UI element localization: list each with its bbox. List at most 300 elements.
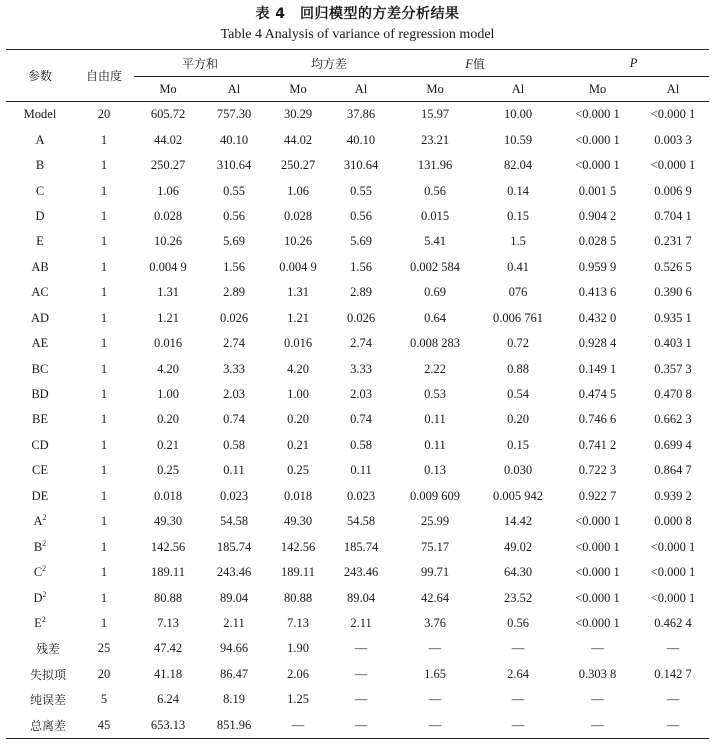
cell-f-mo: 131.96 (417, 158, 453, 173)
cell-p-mo: <0.000 1 (575, 158, 620, 173)
cell-p-al: 0.006 9 (654, 183, 692, 198)
header-ms-mo: Mo (266, 77, 330, 102)
table-row (6, 255, 709, 280)
cell-ms-al: 0.74 (350, 412, 372, 427)
cell-p-mo: <0.000 1 (575, 590, 620, 605)
cell-ms-mo: 250.27 (280, 158, 316, 173)
cell-p-mo: 0.922 7 (578, 488, 617, 503)
cell-ms-mo: 30.29 (283, 107, 313, 122)
table-row (6, 356, 709, 381)
cell-ss-al: 3.33 (223, 361, 245, 376)
cell-f-al: 0.030 (503, 463, 533, 478)
cell-p-al: 0.704 1 (654, 208, 692, 223)
cell-p-mo: 0.474 5 (578, 387, 617, 402)
cell-f-mo: 99.71 (420, 565, 450, 580)
cell-source (6, 280, 74, 305)
cell-p-mo: <0.000 1 (575, 615, 620, 630)
table-row (6, 484, 709, 509)
table-row (6, 509, 709, 534)
header-f-mo: Mo (392, 77, 478, 102)
table-row (6, 331, 709, 356)
cell-ms-mo: 1.21 (287, 310, 309, 325)
cell-ss-al: 8.19 (223, 692, 245, 707)
cell-f-mo: — (428, 641, 442, 656)
cell-df: 1 (100, 514, 108, 529)
cell-ss-mo: 189.11 (151, 565, 185, 580)
source-superscript: 2 (42, 538, 47, 548)
source-label: BC (31, 361, 49, 376)
source-label: C (35, 183, 45, 198)
cell-ss-al: 1.56 (223, 259, 245, 274)
cell-f-al: 10.00 (503, 107, 533, 122)
cell-ms-al: 243.46 (343, 565, 379, 580)
cell-ms-mo: 1.31 (287, 285, 309, 300)
cell-ms-al: 5.69 (350, 234, 372, 249)
source-label: DE (31, 488, 49, 503)
cell-f-mo: — (428, 717, 442, 732)
cell-ms-al: — (354, 692, 368, 707)
cell-source (6, 153, 74, 178)
cell-ss-al: 2.74 (223, 336, 245, 351)
cell-p-mo: — (591, 692, 604, 707)
cell-f-al: 0.54 (507, 387, 529, 402)
header-sum-of-squares: 平方和 (134, 50, 266, 77)
cell-ss-al: 0.55 (223, 183, 245, 198)
cell-p-mo: — (591, 717, 604, 732)
cell-ms-al: 2.74 (350, 336, 372, 351)
cell-source (6, 509, 74, 534)
cell-f-al: 14.42 (503, 514, 533, 529)
cell-ms-mo: 0.018 (283, 488, 313, 503)
source-label: D (33, 590, 43, 605)
cell-ms-al: 40.10 (346, 132, 376, 147)
cell-f-al: 0.20 (507, 412, 529, 427)
cell-f-mo: 5.41 (424, 234, 446, 249)
cell-df: 1 (100, 259, 108, 274)
table-row (6, 662, 709, 687)
cell-f-al: 0.56 (507, 615, 529, 630)
cell-ms-al: — (354, 666, 368, 681)
source-label: BE (32, 412, 48, 427)
cell-ss-mo: 250.27 (150, 158, 186, 173)
source-label: AC (31, 285, 49, 300)
cell-ss-al: 2.11 (223, 615, 245, 630)
cell-ms-mo: 2.06 (287, 666, 309, 681)
cell-ms-mo: 0.25 (287, 463, 309, 478)
cell-f-al: — (511, 717, 525, 732)
cell-ss-mo: 44.02 (153, 132, 183, 147)
cell-f-mo: — (428, 692, 442, 707)
cell-f-mo: 1.65 (424, 666, 446, 681)
cell-ss-mo: 1.06 (157, 183, 179, 198)
cell-ms-al: 89.04 (346, 590, 376, 605)
cell-ms-mo: 80.88 (283, 590, 313, 605)
cell-p-mo: 0.028 5 (578, 234, 617, 249)
table-header (6, 50, 709, 102)
header-ms-al: Al (330, 77, 392, 102)
source-label: AD (30, 310, 50, 325)
cell-f-al: 49.02 (503, 539, 533, 554)
cell-ms-al: — (354, 641, 368, 656)
cell-ss-mo: 1.31 (157, 285, 179, 300)
cell-ss-al: 2.03 (223, 387, 245, 402)
cell-ms-al: 185.74 (343, 539, 379, 554)
cell-ss-al: 2.89 (223, 285, 245, 300)
source-superscript: 2 (41, 614, 46, 624)
cell-df: 1 (100, 590, 108, 605)
cell-ss-al: 0.56 (223, 208, 245, 223)
table-row (6, 127, 709, 152)
cell-p-al: 0.526 5 (654, 259, 692, 274)
cell-f-mo: 0.008 283 (410, 336, 461, 351)
source-label: Model (23, 107, 57, 122)
header-f-al: Al (478, 77, 558, 102)
cell-p-al: — (666, 692, 680, 707)
cell-ms-mo: 1.90 (287, 641, 309, 656)
cell-ss-mo: 41.18 (153, 666, 183, 681)
table-body (6, 102, 709, 739)
cell-ss-mo: 1.00 (157, 387, 179, 402)
cell-df: 1 (100, 208, 108, 223)
header-df: 自由度 (74, 50, 134, 102)
cell-f-mo: 25.99 (420, 514, 450, 529)
cell-ms-al: 2.11 (350, 615, 372, 630)
header-source: 参数 (6, 50, 74, 102)
cell-p-al: 0.935 1 (654, 310, 692, 325)
cell-ms-mo: 0.004 9 (279, 259, 317, 274)
cell-p-mo: <0.000 1 (575, 514, 620, 529)
table-row (6, 585, 709, 610)
cell-ss-al: 94.66 (219, 641, 249, 656)
table-row (6, 204, 709, 229)
cell-source (6, 356, 74, 381)
cell-ms-al: 0.56 (350, 208, 372, 223)
cell-source (6, 585, 74, 610)
cell-source (6, 407, 74, 432)
cell-p-mo: 0.904 2 (578, 208, 617, 223)
source-label: AB (31, 259, 49, 274)
cell-source (6, 534, 74, 559)
cell-df: 20 (97, 666, 111, 681)
cell-ss-al: 0.74 (223, 412, 245, 427)
cell-ms-al: 0.026 (346, 310, 376, 325)
cell-ss-mo: 49.30 (153, 514, 183, 529)
cell-ss-al: 0.58 (223, 437, 245, 452)
source-label: 纯误差 (29, 693, 66, 708)
header-mean-square: 均方差 (266, 50, 392, 77)
cell-f-mo: 0.53 (424, 387, 446, 402)
cell-df: 1 (100, 565, 108, 580)
cell-p-mo: <0.000 1 (575, 107, 620, 122)
table-title-cn: 表 4 回归模型的方差分析结果 (255, 6, 460, 22)
cell-p-mo: <0.000 1 (575, 132, 620, 147)
cell-ss-mo: 0.21 (157, 437, 179, 452)
cell-f-mo: 75.17 (420, 539, 450, 554)
cell-p-mo: 0.722 3 (578, 463, 617, 478)
table-row (6, 178, 709, 203)
source-label: C (33, 565, 43, 580)
cell-source (6, 687, 74, 712)
cell-p-mo: <0.000 1 (575, 539, 620, 554)
cell-df: 1 (100, 488, 108, 503)
cell-p-al: <0.000 1 (650, 565, 696, 580)
cell-ms-mo: 0.20 (287, 412, 309, 427)
cell-ss-al: 89.04 (219, 590, 249, 605)
cell-ss-al: 0.023 (219, 488, 249, 503)
source-superscript: 2 (42, 589, 47, 599)
cell-f-al: — (511, 641, 525, 656)
cell-p-al: 0.864 7 (654, 463, 692, 478)
cell-ss-mo: 653.13 (150, 717, 186, 732)
table-row (6, 611, 709, 636)
cell-p-al: <0.000 1 (650, 158, 696, 173)
cell-f-al: 0.15 (507, 208, 529, 223)
cell-ms-mo: 1.00 (287, 387, 309, 402)
cell-p-al: — (666, 717, 680, 732)
cell-f-mo: 23.21 (420, 132, 450, 147)
cell-p-al: 0.000 8 (654, 514, 692, 529)
cell-f-mo: 0.56 (424, 183, 446, 198)
cell-f-al: 10.59 (503, 132, 533, 147)
source-superscript: 2 (42, 564, 47, 574)
table-row (6, 534, 709, 559)
source-label: 总离差 (29, 718, 66, 733)
cell-source (6, 127, 74, 152)
source-label: AE (31, 336, 49, 351)
cell-f-mo: 0.11 (424, 412, 446, 427)
header-p-value: P (558, 50, 709, 77)
cell-p-al: 0.470 8 (654, 387, 692, 402)
table-row (6, 713, 709, 739)
cell-p-mo: 0.001 5 (578, 183, 617, 198)
cell-f-mo: 42.64 (420, 590, 450, 605)
cell-df: 1 (100, 437, 108, 452)
cell-p-al: 0.403 1 (654, 336, 692, 351)
cell-ms-mo: 1.06 (287, 183, 309, 198)
cell-ms-mo: 44.02 (283, 132, 313, 147)
source-label: B (35, 158, 45, 173)
cell-f-mo: 2.22 (424, 361, 446, 376)
cell-p-al: 0.357 3 (654, 361, 692, 376)
cell-ms-mo: 189.11 (281, 565, 315, 580)
cell-ss-mo: 47.42 (153, 641, 183, 656)
anova-table (6, 49, 709, 739)
cell-f-al: 0.006 761 (493, 310, 544, 325)
cell-f-al: 64.30 (503, 565, 533, 580)
cell-f-mo: 0.015 (420, 208, 450, 223)
cell-df: 1 (100, 387, 108, 402)
cell-df: 1 (100, 132, 108, 147)
cell-df: 1 (100, 234, 108, 249)
cell-f-mo: 0.009 609 (410, 488, 461, 503)
source-label: A (33, 514, 43, 529)
cell-ms-mo: 142.56 (280, 539, 316, 554)
source-label: 残差 (35, 642, 60, 657)
cell-f-mo: 3.76 (424, 615, 446, 630)
cell-p-al: 0.003 3 (654, 132, 692, 147)
source-label: CE (32, 463, 48, 478)
cell-source (6, 255, 74, 280)
cell-p-mo: 0.303 8 (578, 666, 617, 681)
source-label: 失拟项 (29, 667, 66, 682)
cell-f-al: 82.04 (503, 158, 533, 173)
cell-ms-al: 0.11 (350, 463, 372, 478)
cell-p-mo: 0.741 2 (578, 437, 617, 452)
cell-ms-mo: 0.028 (283, 208, 313, 223)
cell-p-mo: — (591, 641, 604, 656)
cell-ms-al: 310.64 (343, 158, 379, 173)
header-ss-mo: Mo (134, 77, 202, 102)
cell-ms-mo: 7.13 (287, 615, 309, 630)
cell-ss-al: 0.11 (223, 463, 245, 478)
cell-ss-al: 757.30 (216, 107, 252, 122)
cell-source (6, 178, 74, 203)
cell-source (6, 611, 74, 636)
cell-source (6, 484, 74, 509)
table-row (6, 407, 709, 432)
cell-p-mo: <0.000 1 (575, 565, 620, 580)
cell-p-al: — (666, 641, 680, 656)
cell-ss-mo: 605.72 (150, 107, 186, 122)
table-row (6, 153, 709, 178)
cell-f-al: 0.88 (507, 361, 529, 376)
cell-df: 20 (97, 107, 111, 122)
cell-source (6, 382, 74, 407)
cell-f-mo: 0.11 (424, 437, 446, 452)
cell-p-mo: 0.746 6 (578, 412, 617, 427)
cell-df: 1 (100, 336, 108, 351)
cell-df: 1 (100, 412, 108, 427)
cell-df: 1 (100, 310, 108, 325)
cell-p-al: 0.231 7 (654, 234, 692, 249)
cell-ss-mo: 4.20 (157, 361, 179, 376)
cell-ss-al: 185.74 (216, 539, 252, 554)
cell-p-al: 0.939 2 (654, 488, 692, 503)
table-row (6, 636, 709, 661)
source-superscript: 2 (42, 513, 47, 523)
cell-ss-mo: 142.56 (150, 539, 186, 554)
cell-ss-mo: 1.21 (157, 310, 179, 325)
cell-ss-mo: 10.26 (153, 234, 183, 249)
cell-ss-al: 851.96 (216, 717, 252, 732)
cell-ss-mo: 7.13 (157, 615, 179, 630)
cell-p-mo: 0.432 0 (578, 310, 617, 325)
table-row (6, 306, 709, 331)
cell-ms-al: 0.58 (350, 437, 372, 452)
cell-p-mo: 0.928 4 (578, 336, 617, 351)
cell-p-mo: 0.959 9 (578, 259, 617, 274)
cell-f-al: 076 (508, 285, 528, 300)
cell-ss-al: 243.46 (216, 565, 252, 580)
cell-ss-mo: 80.88 (153, 590, 183, 605)
cell-ss-al: 54.58 (219, 514, 249, 529)
cell-f-al: — (511, 692, 525, 707)
cell-ms-al: 3.33 (350, 361, 372, 376)
cell-f-al: 0.15 (507, 437, 529, 452)
cell-ms-al: 2.89 (350, 285, 372, 300)
source-label: B (33, 539, 43, 554)
cell-ms-al: 1.56 (350, 259, 372, 274)
cell-df: 25 (97, 641, 111, 656)
source-label: D (35, 208, 45, 223)
table-row (6, 280, 709, 305)
cell-p-al: <0.000 1 (650, 107, 696, 122)
cell-p-al: 0.142 7 (654, 666, 692, 681)
cell-ms-al: 2.03 (350, 387, 372, 402)
cell-f-mo: 0.69 (424, 285, 446, 300)
table-row (6, 687, 709, 712)
source-label: BD (31, 387, 49, 402)
cell-ms-al: 37.86 (346, 107, 376, 122)
cell-ms-al: 0.023 (346, 488, 376, 503)
cell-ms-al: 0.55 (350, 183, 372, 198)
cell-f-al: 1.5 (510, 234, 526, 249)
source-label: A (35, 132, 45, 147)
cell-df: 5 (100, 692, 108, 707)
cell-f-al: 0.41 (507, 259, 529, 274)
cell-p-al: 0.699 4 (654, 437, 692, 452)
cell-source (6, 433, 74, 458)
header-p-mo: Mo (558, 77, 637, 102)
source-label: E (34, 615, 42, 630)
cell-p-al: 0.662 3 (654, 412, 692, 427)
cell-f-al: 23.52 (503, 590, 533, 605)
cell-ss-mo: 6.24 (157, 692, 179, 707)
cell-ms-mo: 4.20 (287, 361, 309, 376)
cell-f-al: 0.14 (507, 183, 529, 198)
cell-source (6, 713, 74, 739)
cell-ss-mo: 0.018 (153, 488, 183, 503)
cell-source (6, 662, 74, 687)
cell-f-mo: 0.64 (424, 310, 446, 325)
cell-ss-mo: 0.016 (153, 336, 183, 351)
header-ss-al: Al (202, 77, 266, 102)
cell-ms-mo: 0.21 (287, 437, 309, 452)
cell-df: 1 (100, 361, 108, 376)
cell-ms-al: 54.58 (346, 514, 376, 529)
cell-f-al: 2.64 (507, 666, 529, 681)
cell-source (6, 458, 74, 483)
cell-df: 45 (97, 717, 111, 732)
cell-ms-mo: 49.30 (283, 514, 313, 529)
table-row (6, 433, 709, 458)
table-row (6, 382, 709, 407)
table-title-en: Table 4 Analysis of variance of regression model (220, 27, 495, 42)
cell-source (6, 306, 74, 331)
table-row (6, 458, 709, 483)
cell-ms-al: — (354, 717, 368, 732)
cell-ss-mo: 0.25 (157, 463, 179, 478)
cell-source (6, 204, 74, 229)
cell-source (6, 102, 74, 128)
table-row (6, 560, 709, 585)
cell-ms-mo: — (291, 717, 305, 732)
cell-ss-mo: 0.028 (153, 208, 183, 223)
cell-df: 1 (100, 158, 108, 173)
cell-f-mo: 0.13 (424, 463, 446, 478)
source-label: E (36, 234, 44, 249)
cell-df: 1 (100, 615, 108, 630)
cell-p-mo: 0.149 1 (578, 361, 617, 376)
cell-p-al: <0.000 1 (650, 539, 696, 554)
cell-ss-al: 310.64 (216, 158, 252, 173)
cell-ms-mo: 1.25 (287, 692, 309, 707)
cell-df: 1 (100, 463, 108, 478)
cell-ms-mo: 0.016 (283, 336, 313, 351)
cell-source (6, 560, 74, 585)
cell-df: 1 (100, 183, 108, 198)
cell-ss-al: 40.10 (219, 132, 249, 147)
